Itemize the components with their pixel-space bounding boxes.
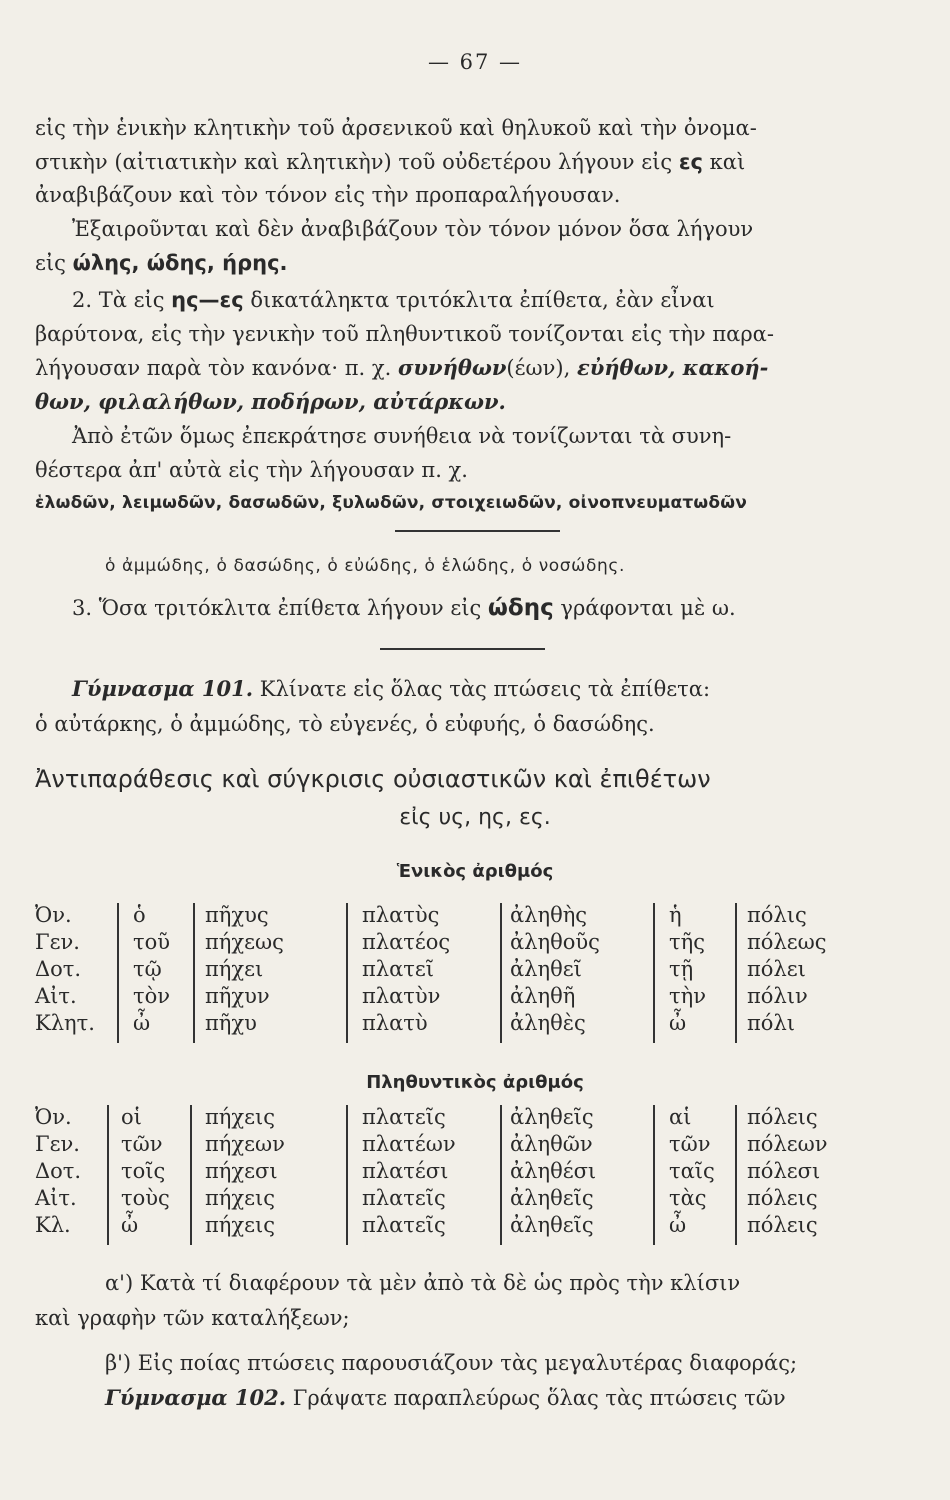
table-row [35,1011,915,1037]
table-cell: τὰς [669,1186,707,1210]
table-cell: πόλεσι [747,1159,821,1183]
table-row [35,957,915,983]
table-cell: ἀληθὲς [510,1011,586,1035]
table-cell: πλατὺς [362,903,440,927]
text-line: ὁ αὐτάρκης, ὁ ἀμμώδης, τὸ εὐγενές, ὁ εὐφυής, ὁ δασώδης. [35,712,655,736]
text-fragment: (έων), [506,356,571,380]
table-cell: πῆχυ [205,1011,257,1035]
table-cell: πλατέων [362,1132,456,1156]
ending-es: ες [678,150,703,174]
table-cell: οἱ [121,1105,142,1129]
table-cell: ὦ [669,1213,687,1237]
exercise-label: Γύμνασμα 102. [105,1385,287,1410]
table-cell: πόλεως [747,930,827,954]
table-cell: ἀληθῶν [510,1132,593,1156]
table-row [35,1186,915,1212]
table-cell: πόλι [747,1011,795,1035]
example-word: συνήθων [397,355,507,380]
table-cell: πλατὺν [362,984,441,1008]
example-adjectives: ὁ ἀμμώδης, ὁ δασώδης, ὁ εὐώδης, ὁ ἑλώδης, ὁ νοσώδης. [105,556,625,576]
declension-table-plural [35,1105,915,1250]
table-cell: τῶν [669,1132,711,1156]
table-row [35,984,915,1010]
table-cell: ὁ [133,903,146,927]
table-row [35,903,915,929]
table-cell: πήχεως [205,930,284,954]
table-cell: ὦ [121,1213,139,1237]
divider [380,648,545,650]
table-cell: αἱ [669,1105,692,1129]
table-cell: τὴν [669,984,706,1008]
text-fragment: 3. Ὅσα τριτόκλιτα ἐπίθετα λήγουν εἰς [72,596,482,620]
exercise-text: Γράψατε παραπλεύρως ὅλας τὰς πτώσεις τῶν [292,1386,786,1410]
text-line: Ἀπὸ ἐτῶν ὅμως ἐπεκράτησε συνήθεια νὰ τονίζωνται τὰ συνη- [72,424,732,448]
text-line [72,287,915,313]
example-genitives: ἑλωδῶν, λειμωδῶν, δασωδῶν, ξυλωδῶν, στοιχειωδῶν, οἰνοπνευματωδῶν [35,493,748,513]
exercise-102 [105,1385,915,1411]
table-cell: πήχεων [205,1132,285,1156]
section-title: Ἀντιπαράθεσις καὶ σύγκρισις οὐσιαστικῶν καὶ ἐπιθέτων [35,765,711,793]
table-cell: πλατεῖς [362,1213,446,1237]
table-cell: τοὺς [121,1186,170,1210]
table-cell: Γεν. [35,930,80,954]
table-cell: ἀληθεῖ [510,957,582,981]
question-a-cont: καὶ γραφὴν τῶν καταλήξεων; [35,1306,350,1330]
singular-heading: Ἑνικὸς ἀριθμός [396,861,554,882]
table-row [35,1159,915,1185]
table-cell: πλατεῖς [362,1186,446,1210]
table-cell: Κλητ. [35,1011,95,1035]
plural-heading: Πληθυντικὸς ἀριθμός [366,1072,584,1093]
example-words-line: θων, φιλαλήθων, ποδήρων, αὐτάρκων. [35,389,506,414]
table-cell: ὦ [669,1011,687,1035]
text-line [35,250,915,276]
text-line: εἰς τὴν ἑνικὴν κλητικὴν τοῦ ἀρσενικοῦ καὶ θηλυκοῦ καὶ τὴν ὀνομα- [35,116,757,140]
table-cell: πλατὺ [362,1011,428,1035]
table-cell: πῆχυς [205,903,269,927]
table-cell: ἀληθεῖς [510,1213,594,1237]
exercise-text: Κλίνατε εἰς ὅλας τὰς πτώσεις τὰ ἐπίθετα: [259,677,711,701]
table-row [35,1132,915,1158]
table-cell: πόλιν [747,984,808,1008]
table-cell: τῆς [669,930,705,954]
text-fragment: εἰς [35,251,66,275]
table-cell: ταῖς [669,1159,715,1183]
table-cell: πόλεις [747,1186,818,1210]
table-cell: ἀληθῆ [510,984,576,1008]
declension-table-singular [35,903,915,1048]
text-line: ἀναβιβάζουν καὶ τὸν τόνον εἰς τὴν προπαραλήγουσαν. [35,183,621,207]
text-line: Ἐξαιροῦνται καὶ δὲν ἀναβιβάζουν τὸν τόνον μόνον ὅσα λήγουν [72,217,754,241]
text-fragment: καὶ [709,150,746,174]
table-cell: πόλεις [747,1105,818,1129]
text-fragment: στικὴν (αἰτιατικὴν καὶ κλητικὴν) τοῦ οὐδετέρου λήγουν εἰς [35,150,673,174]
table-cell: πλατεῖς [362,1105,446,1129]
table-cell: πήχεις [205,1105,275,1129]
table-cell: πήχεις [205,1186,275,1210]
table-cell: τῶν [121,1132,163,1156]
table-cell: ὦ [133,1011,151,1035]
table-cell: πόλεις [747,1213,818,1237]
table-cell: Αἰτ. [35,984,77,1008]
table-cell: πλατέος [362,930,451,954]
table-cell: Δοτ. [35,1159,82,1183]
table-row [35,1213,915,1239]
section-subtitle: εἰς υς, ης, ες. [399,805,551,830]
table-cell: ἡ [669,903,682,927]
table-row [35,1105,915,1131]
page-number: — 67 — [427,50,523,74]
text-fragment: 2. Τὰ εἰς [72,288,165,312]
table-cell: Ὀν. [35,903,72,927]
table-cell: πόλεων [747,1132,828,1156]
table-cell: πλατέσι [362,1159,449,1183]
endings-list: ώλης, ώδης, ήρης. [72,251,288,275]
table-cell: τῇ [669,957,694,981]
table-cell: πόλει [747,957,806,981]
text-fragment: γράφονται μὲ ω. [560,596,736,620]
table-cell: ἀληθεῖς [510,1105,594,1129]
ending-odes: ώδης [487,595,554,621]
table-cell: τὸν [133,984,171,1008]
table-cell: πῆχυν [205,984,270,1008]
table-cell: τοῖς [121,1159,166,1183]
text-line: θέστερα ἀπ' αὐτὰ εἰς τὴν λήγουσαν π. χ. [35,458,468,482]
table-cell: ἀληθέσι [510,1159,597,1183]
table-cell: πλατεῖ [362,957,435,981]
table-cell: Κλ. [35,1213,71,1237]
table-cell: ἀληθεῖς [510,1186,594,1210]
example-word: εὐήθων, κακοή- [576,355,769,380]
table-cell: Δοτ. [35,957,82,981]
table-cell: Γεν. [35,1132,80,1156]
question-b: β') Εἰς ποίας πτώσεις παρουσιάζουν τὰς μεγαλυτέρας διαφοράς; [105,1351,798,1375]
question-a: α') Κατὰ τί διαφέρουν τὰ μὲν ἀπὸ τὰ δὲ ὡς πρὸς τὴν κλίσιν [105,1271,741,1295]
endings-es-es: ης—ες [171,288,244,312]
table-cell: ἀληθοῦς [510,930,600,954]
text-fragment: δικατάληκτα τριτόκλιτα ἐπίθετα, ἐὰν εἶναι [250,288,715,312]
text-line [72,595,915,621]
table-cell: τῷ [133,957,162,981]
table-cell: Αἰτ. [35,1186,77,1210]
exercise-101 [72,676,915,702]
text-fragment: λήγουσαν παρὰ τὸν κανόνα· π. χ. [35,356,392,380]
table-cell: τοῦ [133,930,171,954]
exercise-label: Γύμνασμα 101. [72,676,254,701]
table-row [35,930,915,956]
table-cell: πόλις [747,903,807,927]
text-line: βαρύτονα, εἰς τὴν γενικὴν τοῦ πληθυντικοῦ τονίζονται εἰς τὴν παρα- [35,322,774,346]
text-line [35,355,915,381]
table-cell: πήχει [205,957,264,981]
table-cell: ἀληθὴς [510,903,588,927]
table-cell: πήχεσι [205,1159,278,1183]
table-cell: πήχεις [205,1213,275,1237]
divider [395,530,560,532]
text-line [35,149,915,175]
table-cell: Ὀν. [35,1105,72,1129]
